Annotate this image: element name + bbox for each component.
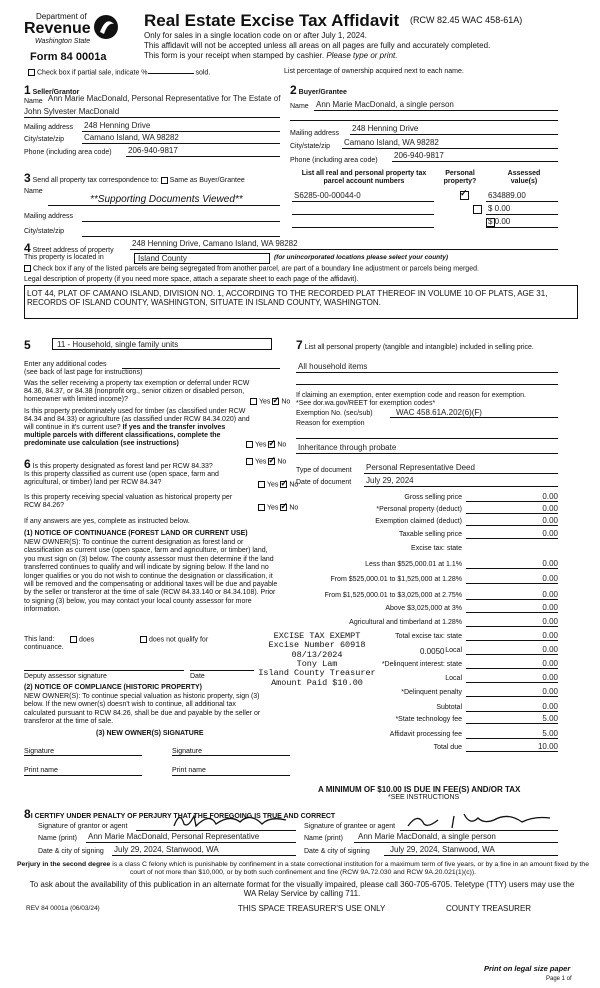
current-use-question: Is this property classified as current use (open space, farm and agricultural, or timber) land per RCW 84.34? (24, 471, 219, 487)
assessed-value-2[interactable]: $ 0.00 (488, 204, 511, 213)
does-row: does (70, 636, 94, 644)
percentage-note: List percentage of ownership acquired next to each name. (284, 68, 464, 75)
excise-exempt-stamp: EXCISE TAX EXEMPT Excise Number 60918 08/13/2024 Tony Lam Island County Treasurer Amount Paid $10.00 (258, 631, 376, 688)
this-land-label: This land: (24, 636, 55, 643)
parcel-header: List all real and personal property tax parcel account numbers (301, 170, 427, 186)
revenue-logo-text: Revenue (24, 20, 91, 37)
timber-question: Is this property predominately used for timber (as classified under RCW 84.34 and 84.33) or agriculture (as classified under RCW 84.34.020) and will continue in it's current use? If yes and the transfer involves multiple parcels with different classifications, complete the predominate use calculation (see instructions) (24, 408, 250, 448)
tax-row-label: Agricultural and timberland at 1.28% (349, 619, 462, 626)
grantor-date-value[interactable]: July 29, 2024, Stanwood, WA (114, 845, 219, 854)
legal-description-field[interactable]: LOT 44, PLAT OF CAMANO ISLAND, DIVISION NO. 1, ACCORDING TO THE RECORDED PLAT THEREOF IN VOLUME 10 OF PLATS, AGE 31, RECORDS OF ISLAND COUNTY, WASHINGTON, SITUATE IN ISLAND COUNTY, WASHINGTON. (24, 285, 578, 319)
certify-heading: 8I CERTIFY UNDER PENALTY OF PERJURY THAT THE FOREGOING IS TRUE AND CORRECT (24, 807, 336, 821)
forest-yesno: Yes ✓ No (246, 458, 286, 466)
state-label: Washington State (35, 38, 91, 45)
same-as-buyer-checkbox[interactable] (161, 177, 168, 184)
seller-name-line2[interactable]: John Sylvester MacDonald (24, 107, 120, 116)
historic-no-checkbox[interactable] (280, 504, 287, 511)
segregated-row: Check box if any of the listed parcels are being segregated from another parcel, are part of a boundary line adjustment or parcels being merged. (24, 265, 479, 273)
tax-row-value[interactable]: 5.00 (542, 729, 558, 738)
continuance-label: continuance. (24, 644, 64, 651)
exemption-yes-checkbox[interactable] (250, 398, 257, 405)
tax-row-label: *Delinquent penalty (401, 689, 462, 696)
current-use-no-checkbox[interactable] (280, 481, 287, 488)
addl-codes-label: Enter any additional codes (24, 361, 107, 368)
doc-type-value[interactable]: Personal Representative Deed (366, 463, 475, 472)
form-citation: (RCW 82.45 WAC 458-61A) (410, 15, 523, 25)
accessibility-notice: To ask about the availability of this publication in an alternate format for the visually impaired, please call 360-705-6705. Teletype (TTY) users may use the WA Relay Service by calling 711. (29, 880, 575, 899)
buyer-name-label: Name (290, 103, 309, 110)
addl-codes-note: (see back of last page for instructions) (24, 369, 143, 376)
tax-row-label: From $1,525,000.01 to $3,025,000 at 2.75% (324, 592, 462, 599)
personal-property-label: 7 List all personal property (tangible and intangible) included in selling price. (296, 338, 534, 352)
seller-mail-value[interactable]: 248 Henning Drive (84, 121, 151, 130)
correspondence-row: 3 Send all property tax correspondence to: Same as Buyer/Grantee (24, 171, 245, 185)
grantee-name-value[interactable]: Ann Marie MacDonald, a single person (358, 832, 496, 841)
buyer-city-label: City/state/zip (290, 143, 331, 150)
header-line-2: This affidavit will not be accepted unless all areas on all pages are fully and accurately completed. (144, 41, 491, 50)
tax-row-label: Total due (433, 744, 462, 751)
segregated-checkbox[interactable] (24, 265, 31, 272)
buyer-city-value[interactable]: Camano Island, WA 98282 (344, 138, 439, 147)
exemption-no-value[interactable]: WAC 458.61A.202(6)(F) (396, 408, 482, 417)
notice1-heading: (1) NOTICE OF CONTINUANCE (FOREST LAND OR CURRENT USE) (24, 530, 248, 537)
tax-row-value[interactable]: 0.00 (542, 673, 558, 682)
header-line-3: This form is your receipt when stamped by cashier. Please type or print. (144, 51, 398, 60)
buyer-name-value[interactable]: Ann Marie MacDonald, a single person (316, 100, 454, 109)
historic-question: Is this property receiving special valuation as historical property per RCW 84.26? (24, 494, 233, 510)
treasurer-use-label: THIS SPACE TREASURER'S USE ONLY (238, 904, 386, 913)
corr-city-label: City/state/zip (24, 228, 65, 235)
assessed-header: Assessed value(s) (507, 170, 541, 186)
deputy-signature-label: Deputy assessor signature (24, 673, 107, 680)
partial-sale-checkbox[interactable] (28, 69, 35, 76)
timber-yesno: Yes ✓ No (246, 441, 286, 449)
located-label: This property is located in (24, 254, 104, 261)
seller-name-line1[interactable]: Ann Marie MacDonald, Personal Representative for The Estate of (48, 94, 281, 103)
local-rate-value[interactable]: 0.0050 (420, 647, 445, 656)
county-treasurer-label: COUNTY TREASURER (446, 904, 532, 913)
corr-mail-label: Mailing address (24, 213, 74, 220)
tax-row-value[interactable]: 0.00 (542, 516, 558, 525)
parcel-number-1[interactable]: S6285-00-00044-0 (294, 191, 361, 200)
reason-value[interactable]: Inheritance through probate (298, 443, 397, 452)
unincorp-note: (for unincorporated locations please select your county) (274, 254, 449, 261)
exemption-yesno: Yes ✓ No (250, 398, 290, 406)
historic-yes-checkbox[interactable] (258, 504, 265, 511)
dept-label: Department of (36, 12, 87, 21)
tax-row-value[interactable]: 0.00 (542, 603, 558, 612)
doc-type-label: Type of document (296, 467, 352, 474)
tax-row-label: Excise tax: state (411, 545, 462, 552)
tax-row-label: Affidavit processing fee (389, 731, 462, 738)
form-title: Real Estate Excise Tax Affidavit (144, 11, 400, 30)
tax-row-value[interactable]: 0.00 (542, 529, 558, 538)
tax-row-label: Above $3,025,000 at 3% (385, 605, 462, 612)
tax-row-value[interactable]: 0.00 (542, 504, 558, 513)
owner-print-label-2: Print name (172, 767, 206, 774)
tax-row-value[interactable]: 0.00 (542, 492, 558, 501)
tax-row-label: From $525,000.01 to $1,525,000 at 1.28% (330, 576, 462, 583)
current-use-yes-checkbox[interactable] (258, 481, 265, 488)
seller-city-value[interactable]: Camano Island, WA 98282 (84, 133, 179, 142)
perjury-notice: Perjury in the second degree is a class C felony which is punishable by confinement in a state correctional institution for a maximum term of five years, or by a fine in an amount fixed by the court of not more than $10,000, or by both such confinement and fine (RCW 9A.72.030 and RCW 9A.20.021(1)(c)). (17, 861, 589, 876)
seller-phone-label: Phone (including area code) (24, 149, 112, 156)
tax-row-value[interactable]: 0.00 (542, 702, 558, 711)
tax-row-label: Taxable selling price (398, 531, 462, 538)
forest-question: 6 Is this property designated as forest land per RCW 84.33? (24, 457, 213, 471)
notice2-heading: (2) NOTICE OF COMPLIANCE (HISTORIC PROPERTY) (24, 684, 202, 691)
tax-row-value[interactable]: 0.00 (542, 559, 558, 568)
exemption-no-label: Exemption No. (sec/sub) (296, 410, 373, 417)
corr-name-label: Name (24, 188, 43, 195)
if-yes-note: If any answers are yes, complete as instructed below. (24, 518, 190, 525)
tax-row-value[interactable]: 0.00 (542, 645, 558, 654)
tax-row-label: Subtotal (436, 704, 462, 711)
tax-row-label: Less than $525,000.01 at 1.1% (365, 561, 462, 568)
seller-heading: 1 Seller/Grantor (24, 83, 80, 97)
revision-label: REV 84 0001a (06/03/24) (26, 905, 100, 912)
reason-label: Reason for exemption (296, 420, 365, 427)
notice3-heading: (3) NEW OWNER(S) SIGNATURE (96, 730, 204, 737)
tax-row-value[interactable]: 0.00 (542, 687, 558, 696)
header-line-1: Only for sales in a single location code on or after July 1, 2024. (144, 31, 367, 40)
notice1-text: NEW OWNER(S): To continue the current designation as forest land or classification as current use (open space, farm and agriculture, or timber) land, you must sign on (3) below. The county assessor must then determine if the land transferred continues to qualify and will indicate by signing below. If the land no longer qualifies or you do not wish to continue the designation or classification, it will be removed and the compensating or additional taxes will be due and payable by the seller or transferor at the time of sale (RCW 84.33.140 or 84.34.108). Prior to signing (3) below, you may contact your local county assessor for more information. (24, 539, 278, 614)
grantor-signature-image (170, 808, 290, 832)
tax-row-label: *State technology fee (395, 716, 462, 723)
grantor-date-label: Date & city of signing (38, 848, 104, 855)
tax-row-label: *Delinquent interest: state (381, 661, 462, 668)
buyer-mail-value[interactable]: 248 Henning Drive (352, 124, 419, 133)
personal-checkbox-1[interactable] (460, 191, 469, 200)
tax-row-value[interactable]: 0.00 (542, 590, 558, 599)
tax-row-value[interactable]: 5.00 (542, 714, 558, 723)
seller-city-label: City/state/zip (24, 136, 65, 143)
dor-logo-icon (92, 12, 120, 42)
current-use-yesno: Yes ✓ No (258, 481, 298, 489)
grantor-name-label: Name (print) (38, 835, 77, 842)
buyer-phone-label: Phone (including area code) (290, 157, 378, 164)
grantor-signature-label: Signature of grantor or agent (38, 823, 128, 830)
legal-size-note: Print on legal size paper (484, 964, 571, 973)
timber-yes-checkbox[interactable] (246, 441, 253, 448)
grantee-name-label: Name (print) (304, 835, 343, 842)
tax-row-label: Total excise tax: state (395, 633, 462, 640)
tax-row-value[interactable]: 0.00 (542, 659, 558, 668)
doc-date-value[interactable]: July 29, 2024 (366, 476, 414, 485)
form-number: Form 84 0001a (30, 51, 107, 63)
owner-print-label-1: Print name (24, 767, 58, 774)
assessed-value-1[interactable]: 634889.00 (488, 191, 526, 200)
buyer-heading: 2 Buyer/Grantee (290, 83, 347, 97)
does-not-row: does not qualify for (140, 636, 208, 644)
tax-row-label: Local (445, 647, 462, 654)
buyer-mail-label: Mailing address (290, 130, 340, 137)
owner-signature-label-2: Signature (172, 748, 202, 755)
exemption-claim-note: If claiming an exemption, enter exemption code and reason for exemption. *See dor.wa.gov/REET for exemption codes* (296, 392, 526, 408)
grantee-signature-image (404, 808, 554, 832)
corr-name-value[interactable]: **Supporting Documents Viewed** (90, 194, 243, 205)
street-label: 4 Street address of property (24, 241, 114, 255)
doc-date-label: Date of document (296, 479, 352, 486)
tax-row-value[interactable]: 0.00 (542, 574, 558, 583)
seller-mail-label: Mailing address (24, 124, 74, 131)
personal-property-value[interactable]: All household items (298, 362, 368, 371)
does-not-checkbox[interactable] (140, 636, 147, 643)
tax-row-value[interactable]: 0.00 (542, 617, 558, 626)
does-checkbox[interactable] (70, 636, 77, 643)
assessed-value-3[interactable]: $ 0.00 (488, 217, 511, 226)
tax-row-label: Gross selling price (404, 494, 462, 501)
sec5-number: 5 (24, 338, 31, 352)
historic-yesno: Yes ✓ No (258, 504, 298, 512)
grantee-date-value[interactable]: July 29, 2024, Stanwood, WA (390, 845, 495, 854)
land-use-code-select[interactable]: 11 - Household, single family units (52, 338, 272, 350)
grantee-date-label: Date & city of signing (304, 848, 370, 855)
tax-row-label: Exemption claimed (deduct) (375, 518, 462, 525)
tax-row-value[interactable]: 0.00 (542, 631, 558, 640)
notice2-text: NEW OWNER(S): To continue special valuation as historic property, sign (3) below. If the new owner(s) doesn't wish to continue, all additional tax calculated pursuant to RCW 84.26, shall be due and payable by the seller or transferor at the time of sale. (24, 693, 261, 726)
exemption-question: Was the seller receiving a property tax exemption or deferral under RCW 84.36, 84.37, or 84.38 (nonprofit org., senior citizen or disabled person, homeowner with limited income)? (24, 380, 250, 404)
tax-row-value[interactable]: 10.00 (537, 742, 558, 751)
grantee-signature-label: Signature of grantee or agent (304, 823, 396, 830)
seller-name-label: Name (24, 98, 43, 105)
forest-no-checkbox[interactable] (268, 458, 275, 465)
page-number: Page 1 of (546, 976, 572, 982)
minimum-notice: A MINIMUM OF $10.00 IS DUE IN FEE(S) AND/OR TAX (318, 785, 521, 794)
exemption-no-checkbox[interactable] (272, 398, 279, 405)
deputy-date-label: Date (190, 673, 205, 680)
personal-header: Personal property? (443, 170, 477, 186)
tax-row-label: Local (445, 675, 462, 682)
forest-yes-checkbox[interactable] (246, 458, 253, 465)
timber-no-checkbox[interactable] (268, 441, 275, 448)
buyer-phone-value[interactable]: 206-940-9817 (394, 151, 444, 160)
street-value[interactable]: 248 Henning Drive, Camano Island, WA 98282 (132, 239, 298, 248)
personal-checkbox-2[interactable] (473, 205, 482, 214)
owner-signature-label-1: Signature (24, 748, 54, 755)
seller-phone-value[interactable]: 206-940-9817 (128, 146, 178, 155)
see-instructions: *SEE INSTRUCTIONS (388, 794, 460, 801)
tax-row-label: *Personal property (deduct) (376, 506, 462, 513)
grantor-name-value[interactable]: Ann Marie MacDonald, Personal Representative (88, 832, 260, 841)
partial-sale-row: Check box if partial sale, indicate % sold. (28, 69, 210, 77)
legal-label: Legal description of property (if you need more space, attach a separate sheet to each page of the affidavit). (24, 276, 359, 283)
county-select[interactable]: Island County (134, 253, 270, 264)
